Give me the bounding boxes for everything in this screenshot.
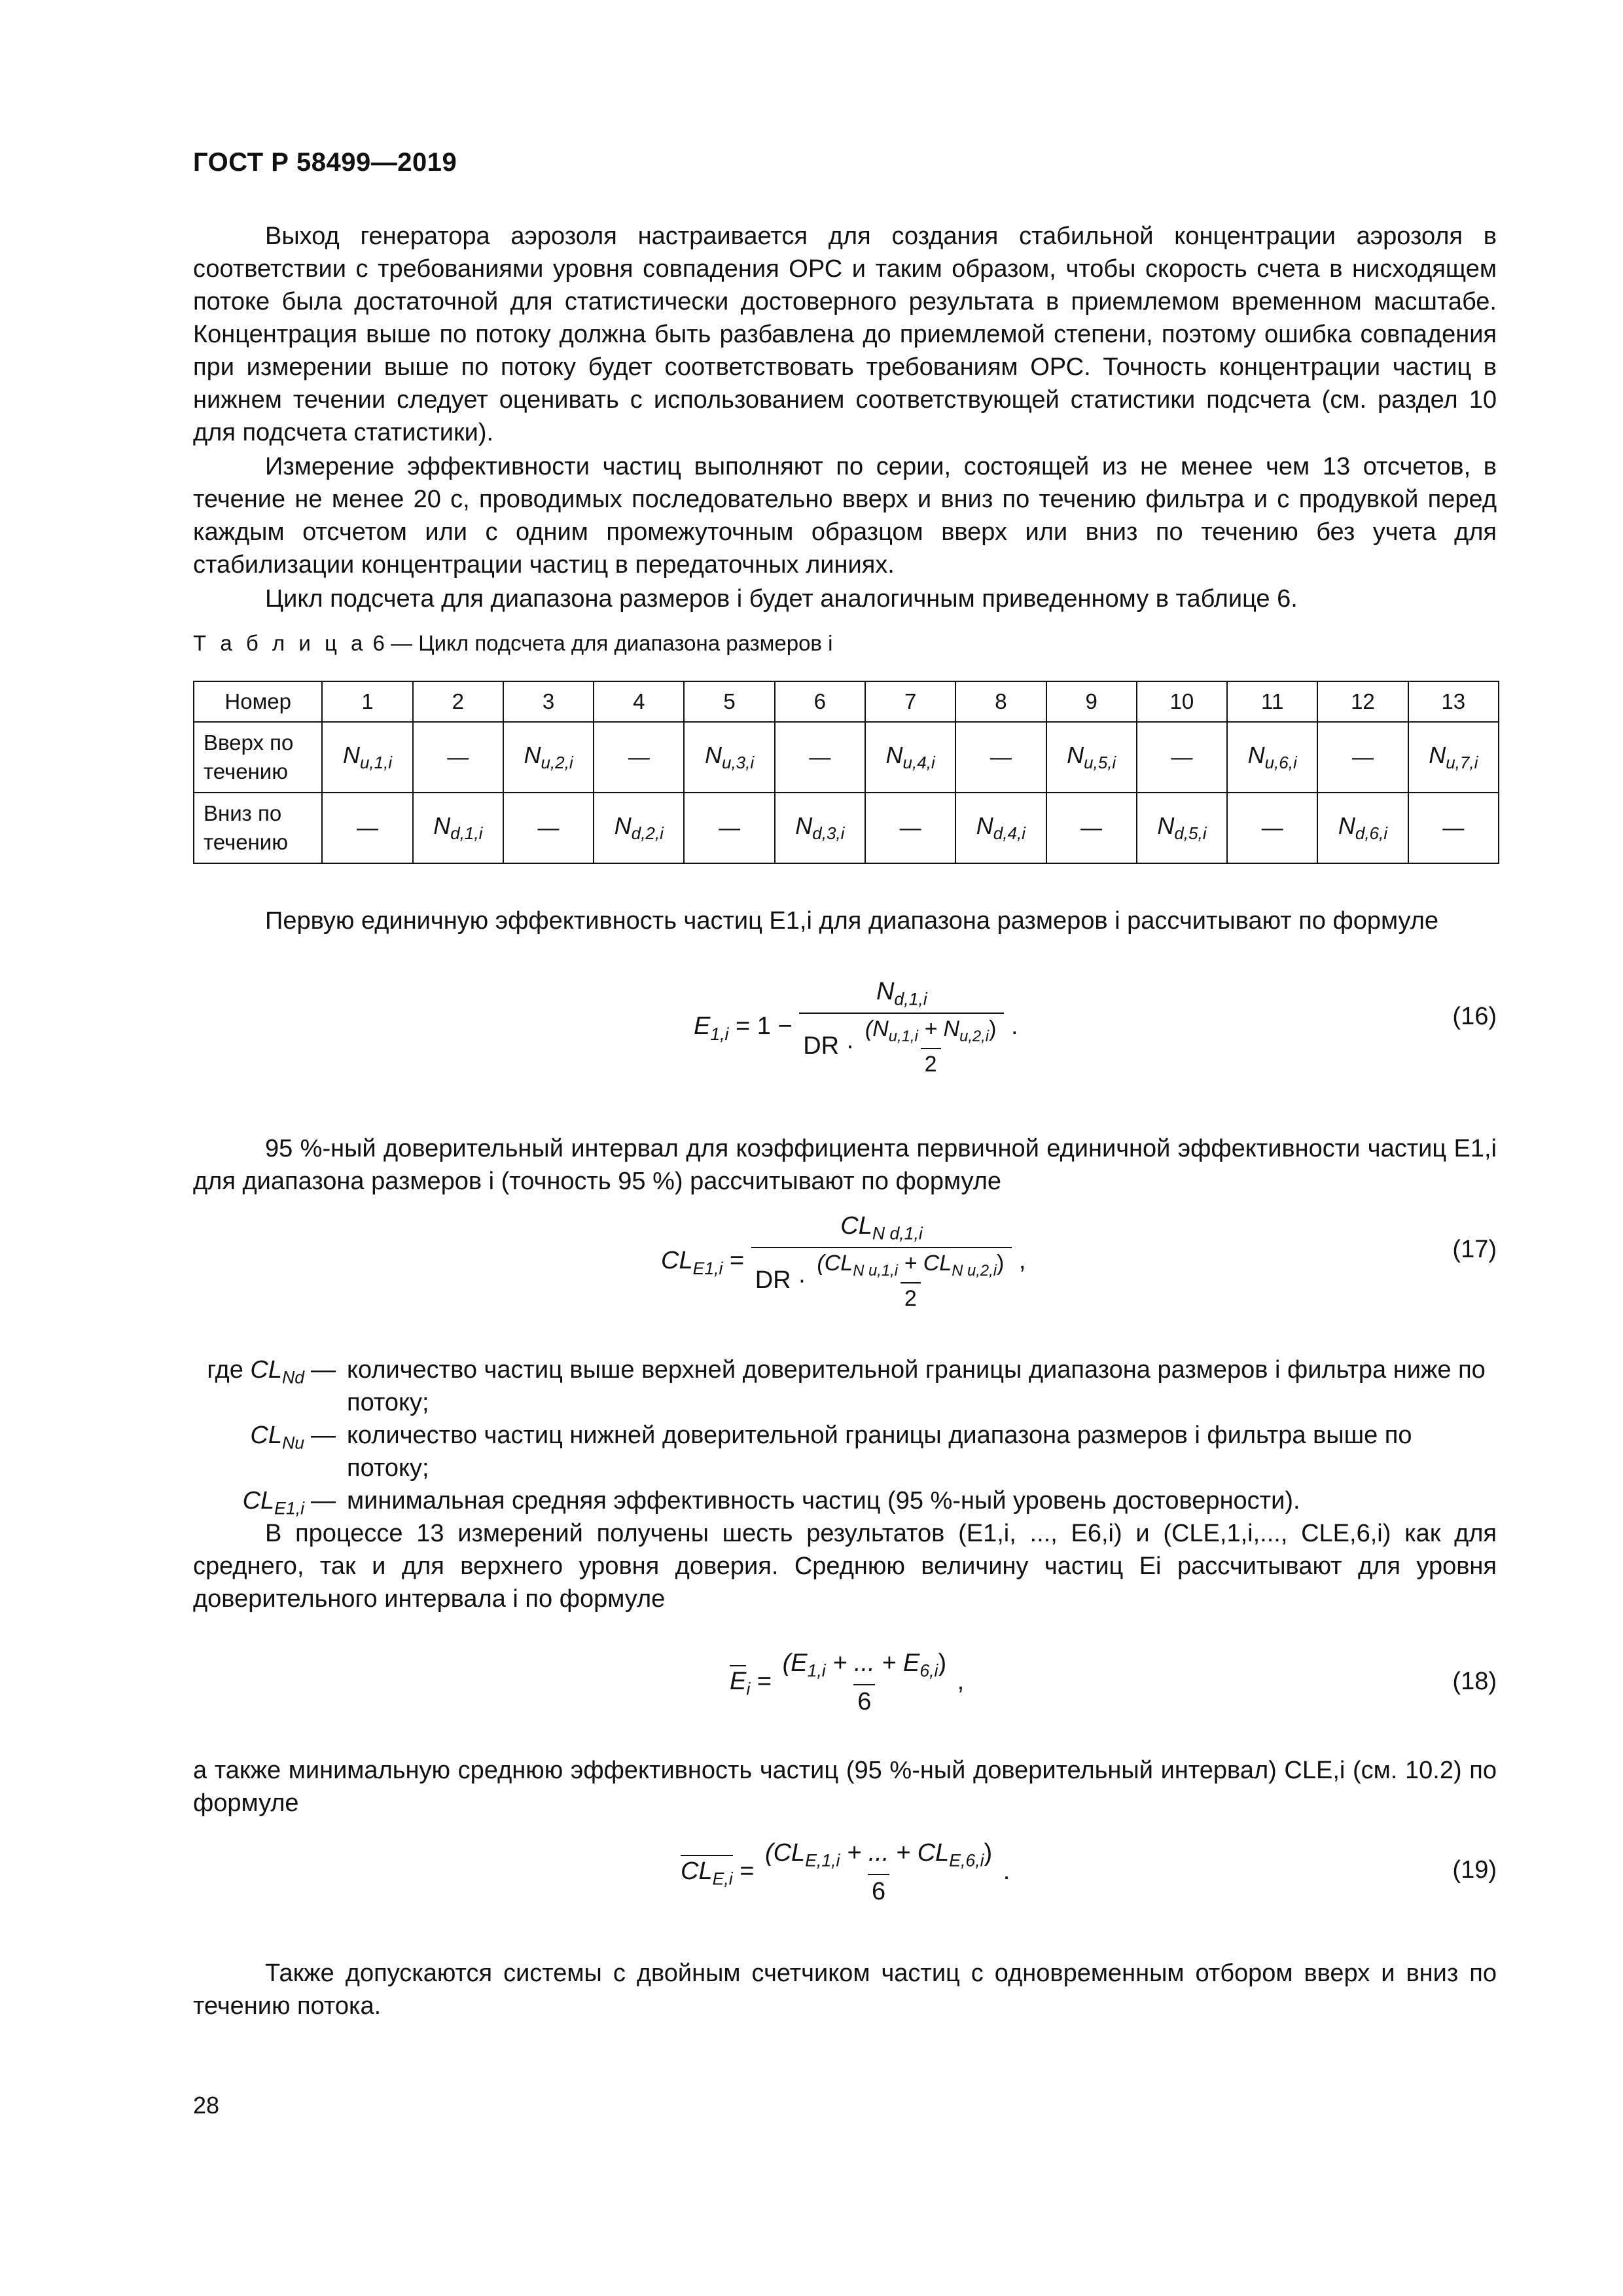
- cell-subscript: u,2,i: [541, 753, 573, 773]
- cell-subscript: u,5,i: [1084, 753, 1116, 773]
- table-cell: —: [322, 793, 412, 863]
- cell-subscript: u,1,i: [359, 753, 393, 773]
- formula-18-number: (18): [1452, 1668, 1497, 1695]
- cell-subscript: d,5,i: [1174, 823, 1207, 844]
- cell-subscript: d,4,i: [993, 823, 1026, 844]
- table-cell: [1317, 793, 1408, 863]
- cell-value: [1429, 741, 1478, 773]
- paragraph-4: Первую единичную эффективность частиц E1,i для диапазона размеров i рассчитывают по формуле: [265, 907, 1439, 935]
- table-cell: [1046, 722, 1137, 793]
- table-header-cell: 5: [684, 681, 774, 722]
- formula-17: $CL_{E1,i}$ = $CL_{N d,1,i}$ DR · $\frac{(CL_{N u,1,i} + CL_{N u,2,i})}{2}$ ,: [661, 1212, 1026, 1312]
- paragraph-8: Также допускаются системы с двойным счетчиком частиц с одновременным отбором вверх и вниз по течению потока.: [193, 1960, 1497, 2020]
- cell-value: [524, 741, 573, 773]
- table-cell: [1227, 722, 1317, 793]
- cell-base: N: [342, 741, 360, 768]
- paragraph-1: Выход генератора аэрозоля настраивается для создания стабильной концентрации аэрозоля в соответствии с требованиями уровня совпадения ОРС и таким образом, чтобы скорость счета в нисходящем потоке была достаточной для статистически достоверного результата в приемлемом временном масштабе. Концентрация выше по потоку должна быть разбавлена до приемлемой степени, поэтому ошибка совпадения при измерении выше по потоку будет соответствовать требованиям ОРС. Точность концентрации частиц в нижнем течении следует оценивать с использованием соответствующей статистики подсчета (см. раздел 10 для подсчета статистики).: [193, 223, 1497, 446]
- cell-value: [342, 741, 393, 773]
- page-number: 28: [193, 2092, 220, 2119]
- table-cell: [775, 793, 865, 863]
- table-cell: —: [865, 793, 955, 863]
- table-row-downstream: [194, 793, 1499, 863]
- cell-subscript: u,6,i: [1264, 753, 1297, 773]
- cell-base: N: [1338, 812, 1355, 839]
- cell-value: [433, 812, 483, 844]
- cell-base: N: [885, 741, 903, 768]
- table-header-cell: 3: [503, 681, 594, 722]
- table-cell: [594, 793, 684, 863]
- table-cell: —: [1408, 793, 1499, 863]
- paragraph-7: а также минимальную среднюю эффективность частиц (95 %-ный доверительный интервал) CLE,i (см. 10.2) по формуле: [193, 1757, 1497, 1817]
- table-header-cell: 7: [865, 681, 955, 722]
- paragraph-5: 95 %-ный доверительный интервал для коэффициента первичной единичной эффективности частиц E1,i для диапазона размеров i (точность 95 %) рассчитывают по формуле: [193, 1135, 1497, 1195]
- document-header: ГОСТ Р 58499—2019: [193, 148, 457, 177]
- table-header-row: [194, 681, 1499, 722]
- table-row-upstream: [194, 722, 1499, 793]
- table-cell: —: [1137, 722, 1227, 793]
- cell-value: [1067, 741, 1116, 773]
- cell-base: N: [1067, 741, 1084, 768]
- table-header-cell: Номер: [194, 681, 322, 722]
- cell-value: [885, 741, 935, 773]
- table-cell: [503, 722, 594, 793]
- table-cell: [865, 722, 955, 793]
- table-header-cell: 12: [1317, 681, 1408, 722]
- cell-subscript: d,1,i: [450, 823, 483, 844]
- table-header-cell: 10: [1137, 681, 1227, 722]
- cell-value: [1247, 741, 1297, 773]
- table-header-cell: 4: [594, 681, 684, 722]
- formula-16-fraction: $N_{d,1,i}$ DR · $\frac{(N_{u,1,i} + N_{u,2,i})}{2}$: [799, 978, 1004, 1077]
- cell-base: N: [614, 812, 632, 839]
- paragraph-2: Измерение эффективности частиц выполняют по серии, состоящей из не менее чем 13 отсчетов, в течение не менее 20 с, проводимых последовательно вверх и вниз по течению фильтра и с продувкой перед каждым отсчетом или с одним промежуточным образцом вверх или вниз по течению без учета для стабилизации концентрации частиц в передаточных линиях.: [193, 453, 1497, 579]
- table-cell: —: [775, 722, 865, 793]
- table-cell: —: [955, 722, 1046, 793]
- formula-16-number: (16): [1452, 1003, 1497, 1030]
- cell-value: [1338, 812, 1388, 844]
- where-item: где $CL_{Nd}$ — количество частиц выше верхней доверительной границы диапазона размеров i фильтра ниже по потоку;: [207, 1356, 1486, 1416]
- where-item: $CL_{E1,i}$ — минимальная средняя эффективность частиц (95 %-ный уровень достоверности).: [242, 1487, 1300, 1518]
- cell-base: N: [433, 812, 451, 839]
- cell-subscript: d,6,i: [1355, 823, 1388, 844]
- table-header-cell: 8: [955, 681, 1046, 722]
- cell-base: N: [524, 741, 541, 768]
- document-page: [193, 0, 1502, 2296]
- formula-16: $E_{1,i} = 1$ − $N_{d,1,i}$ DR · $\frac{(N_{u,1,i} + N_{u,2,i})}{2}$ .: [694, 978, 1018, 1077]
- table-header-cell: 13: [1408, 681, 1499, 722]
- cell-value: [795, 812, 845, 844]
- paragraph-6: В процессе 13 измерений получены шесть результатов (E1,i, ..., E6,i) и (CLE,1,i,..., CLE,6,i) как для среднего, так и для верхнего уровня доверия. Среднюю величину частиц Ei рассчитывают для уровня доверительного интервала i по формуле: [193, 1520, 1497, 1613]
- table-cell: [955, 793, 1046, 863]
- cell-value: [1157, 812, 1207, 844]
- row-label-upstream: Вверх по течению: [194, 722, 322, 793]
- formula-17-fraction: $CL_{N d,1,i}$ DR · $\frac{(CL_{N u,1,i} + CL_{N u,2,i})}{2}$: [751, 1212, 1012, 1312]
- cell-value: [614, 812, 664, 844]
- table-cell: —: [684, 793, 774, 863]
- table-header-cell: 6: [775, 681, 865, 722]
- table-cell: [1137, 793, 1227, 863]
- formula-18-fraction: $\frac{(E_{1,i} + ... + E_{6,i})}{6}$: [782, 1649, 947, 1715]
- cell-base: N: [705, 741, 722, 768]
- table-cell: —: [594, 722, 684, 793]
- formula-19-fraction: $\frac{(CL_{E,1,i} + ... + CL_{E,6,i})}{6}$: [764, 1839, 993, 1905]
- cell-base: N: [976, 812, 993, 839]
- where-item: $CL_{Nu}$ — количество частиц нижней доверительной границы диапазона размеров i фильтра выше по потоку;: [250, 1422, 1412, 1482]
- table-header-cell: 9: [1046, 681, 1137, 722]
- table-cell: —: [413, 722, 503, 793]
- cell-base: N: [795, 812, 813, 839]
- table-cell: [684, 722, 774, 793]
- cell-base: N: [1247, 741, 1265, 768]
- table-cell: [1408, 722, 1499, 793]
- cell-subscript: d,3,i: [812, 823, 845, 844]
- cell-subscript: d,2,i: [631, 823, 664, 844]
- formula-18: $E_i$ = $\frac{(E_{1,i} + ... + E_{6,i})}{6}$ ,: [730, 1649, 965, 1715]
- table-6: [193, 681, 1499, 864]
- cell-subscript: u,7,i: [1446, 753, 1478, 773]
- table-caption: Т а б л и ц а 6 — Цикл подсчета для диапазона размеров i: [193, 631, 833, 655]
- table-cell: [322, 722, 412, 793]
- paragraph-3: Цикл подсчета для диапазона размеров i будет аналогичным приведенному в таблице 6.: [265, 585, 1298, 613]
- cell-subscript: u,3,i: [722, 753, 755, 773]
- cell-value: [976, 812, 1026, 844]
- table-cell: [413, 793, 503, 863]
- row-label-downstream: Вниз по течению: [194, 793, 322, 863]
- table-cell: —: [1046, 793, 1137, 863]
- formula-17-number: (17): [1452, 1236, 1497, 1263]
- cell-base: N: [1157, 812, 1175, 839]
- table-cell: —: [1317, 722, 1408, 793]
- cell-value: [705, 741, 755, 773]
- table-cell: —: [1227, 793, 1317, 863]
- table-header-cell: 11: [1227, 681, 1317, 722]
- formula-19-number: (19): [1452, 1856, 1497, 1884]
- table-header-cell: 2: [413, 681, 503, 722]
- cell-subscript: u,4,i: [902, 753, 935, 773]
- table-cell: —: [503, 793, 594, 863]
- where-list: [193, 1354, 1497, 1525]
- table-header-cell: 1: [322, 681, 412, 722]
- cell-base: N: [1429, 741, 1446, 768]
- formula-19: $CL_{E,i}$ = $\frac{(CL_{E,1,i} + ... + CL_{E,6,i})}{6}$ .: [681, 1839, 1010, 1905]
